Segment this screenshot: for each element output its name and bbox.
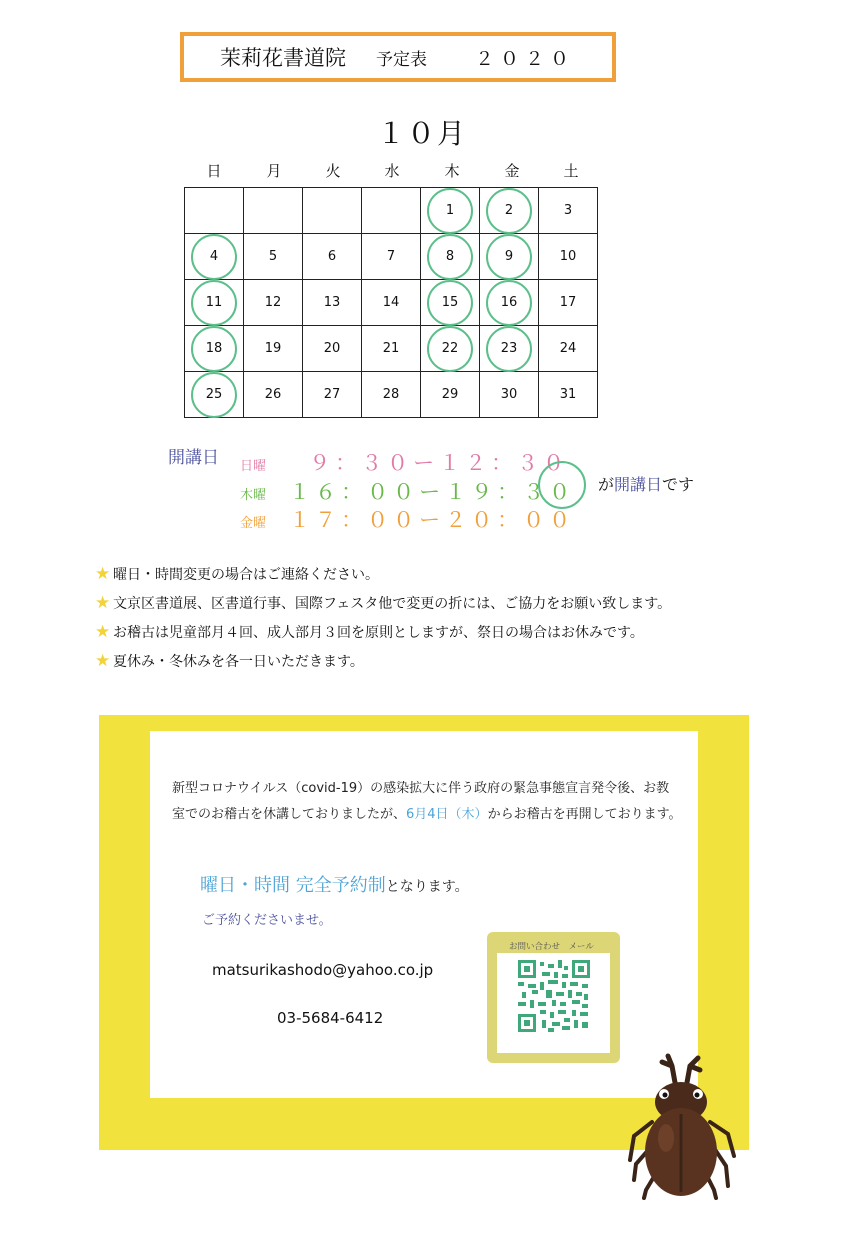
qr-label: お問い合わせ メール xyxy=(509,942,594,952)
reservation-request: ご予約くださいませ。 xyxy=(202,913,332,928)
note-item: ★ 曜日・時間変更の場合はご連絡ください。 xyxy=(95,564,379,584)
note-item: ★ お稽古は児童部月４回、成人部月３回を原則としますが、祭日の場合はお休みです。 xyxy=(95,622,644,642)
calendar-day-number: 19 xyxy=(264,341,282,356)
beetle-illustration-icon xyxy=(624,1052,742,1200)
calendar-day-number: 23 xyxy=(500,341,518,356)
school-name: 茉莉花書道院 xyxy=(220,46,346,70)
calendar-day-cell xyxy=(244,234,303,280)
weekday-fri: 金 xyxy=(504,162,520,180)
month-title: １０月 xyxy=(376,117,467,150)
calendar-day-cell xyxy=(185,372,244,418)
calendar-day-number: 30 xyxy=(500,387,518,402)
calendar-day-number: 28 xyxy=(382,387,400,402)
weekday-wed: 水 xyxy=(384,162,400,180)
calendar-day-number: 1 xyxy=(445,203,455,218)
reservation-highlight: 曜日・時間 完全予約制 xyxy=(200,875,386,896)
calendar-day-number: 18 xyxy=(205,341,223,356)
hours-time-thursday: １６：００ー１９：３０ xyxy=(289,480,576,504)
calendar-day-number: 6 xyxy=(327,249,337,264)
calendar-day-number: 4 xyxy=(209,249,219,264)
star-icon: ★ xyxy=(95,593,111,613)
weekday-sat: 土 xyxy=(563,162,579,180)
weekday-thu: 木 xyxy=(444,162,460,180)
calendar-day-number: 7 xyxy=(386,249,396,264)
calendar-day-number: 31 xyxy=(559,387,577,402)
calendar-day-number: 17 xyxy=(559,295,577,310)
legend-circle-icon xyxy=(538,461,586,509)
calendar-day-cell xyxy=(303,372,362,418)
weekday-mon: 月 xyxy=(266,162,282,180)
calendar-day-cell xyxy=(421,188,480,234)
weekday-tue: 火 xyxy=(325,162,341,180)
calendar-day-cell xyxy=(303,280,362,326)
calendar-day-number: 12 xyxy=(264,295,282,310)
hours-day-sunday: 日曜 xyxy=(240,459,267,474)
calendar-day-number: 5 xyxy=(268,249,278,264)
legend-highlight: 開講日 xyxy=(614,475,663,494)
contact-email[interactable]: matsurikashodo@yahoo.co.jp xyxy=(212,961,434,979)
calendar-day-cell xyxy=(421,372,480,418)
year: ２０２０ xyxy=(475,47,576,70)
calendar-day-cell xyxy=(362,280,421,326)
calendar-day-cell xyxy=(421,234,480,280)
calendar-grid xyxy=(184,187,598,418)
calendar-day-number: 3 xyxy=(563,203,573,218)
legend-suffix: です xyxy=(662,475,695,494)
open-days-label: 開講日 xyxy=(168,448,219,468)
notes-list xyxy=(95,563,671,679)
calendar-day-number: 24 xyxy=(559,341,577,356)
calendar-empty-cell xyxy=(362,188,421,234)
calendar-day-cell xyxy=(480,280,539,326)
title-box xyxy=(180,32,616,82)
calendar-day-number: 9 xyxy=(504,249,514,264)
legend-text xyxy=(598,472,694,495)
calendar-day-number: 25 xyxy=(205,387,223,402)
calendar-day-cell xyxy=(303,234,362,280)
calendar-day-number: 29 xyxy=(441,387,459,402)
calendar-day-number: 14 xyxy=(382,295,400,310)
calendar-day-cell xyxy=(480,234,539,280)
calendar-day-cell xyxy=(244,372,303,418)
note-item: ★ 文京区書道展、区書道行事、国際フェスタ他で変更の折には、ご協力をお願い致します。 xyxy=(95,593,672,613)
calendar-day-cell xyxy=(244,280,303,326)
calendar-day-number: 10 xyxy=(559,249,577,264)
star-icon: ★ xyxy=(95,564,111,584)
calendar-day-cell xyxy=(362,372,421,418)
calendar-week-row xyxy=(185,188,598,234)
calendar-day-cell xyxy=(362,234,421,280)
calendar-day-cell xyxy=(421,280,480,326)
reopen-date: 6月4日（木） xyxy=(406,807,488,822)
qr-code-icon[interactable] xyxy=(518,960,590,1032)
calendar-day-cell xyxy=(539,188,598,234)
hours-time-sunday: ９：３０ー１２：３０ xyxy=(309,451,570,475)
hours-day-thursday: 木曜 xyxy=(240,488,267,503)
star-icon: ★ xyxy=(95,622,111,642)
calendar-week-row xyxy=(185,280,598,326)
calendar-day-number: 27 xyxy=(323,387,341,402)
calendar-day-cell xyxy=(244,326,303,372)
calendar-day-number: 22 xyxy=(441,341,459,356)
weekday-sun: 日 xyxy=(206,162,222,180)
calendar-day-number: 21 xyxy=(382,341,400,356)
calendar-empty-cell xyxy=(244,188,303,234)
calendar-day-number: 8 xyxy=(445,249,455,264)
calendar-day-number: 20 xyxy=(323,341,341,356)
weekday-header xyxy=(184,160,607,180)
schedule-label: 予定表 xyxy=(376,49,427,70)
calendar-week-row xyxy=(185,234,598,280)
calendar-day-number: 16 xyxy=(500,295,518,310)
calendar-day-cell xyxy=(539,280,598,326)
calendar-day-cell xyxy=(480,372,539,418)
calendar-day-cell xyxy=(185,280,244,326)
calendar-day-cell xyxy=(185,326,244,372)
calendar-day-cell xyxy=(421,326,480,372)
calendar-day-cell xyxy=(480,188,539,234)
calendar-empty-cell xyxy=(185,188,244,234)
calendar-empty-cell xyxy=(303,188,362,234)
calendar-day-cell xyxy=(539,372,598,418)
notice-paragraph: 新型コロナウイルス（covid-19）の感染拡大に伴う政府の緊急事態宣言発令後、お教室でのお稽古を休講しておりましたが、6月4日（木）からお稽古を再開しております。 xyxy=(172,781,682,822)
hours-day-friday: 金曜 xyxy=(240,516,267,531)
contact-phone[interactable]: 03-5684-6412 xyxy=(277,1009,384,1027)
calendar-day-number: 13 xyxy=(323,295,341,310)
note-item: ★ 夏休み・冬休みを各一日いただきます。 xyxy=(95,651,364,671)
calendar-day-cell xyxy=(185,234,244,280)
calendar-day-cell xyxy=(480,326,539,372)
calendar-day-number: 15 xyxy=(441,295,459,310)
calendar-day-number: 11 xyxy=(205,295,223,310)
calendar-day-cell xyxy=(362,326,421,372)
reservation-line: 曜日・時間 完全予約制となります。 xyxy=(200,875,469,896)
calendar-day-cell xyxy=(539,326,598,372)
star-icon: ★ xyxy=(95,651,111,671)
hours-time-friday: １７：００ー２０：００ xyxy=(289,508,576,532)
calendar-day-cell xyxy=(539,234,598,280)
legend-prefix: が xyxy=(598,475,615,494)
calendar-week-row xyxy=(185,372,598,418)
calendar-day-number: 26 xyxy=(264,387,282,402)
calendar-week-row xyxy=(185,326,598,372)
calendar-day-cell xyxy=(303,326,362,372)
calendar-day-number: 2 xyxy=(504,203,514,218)
